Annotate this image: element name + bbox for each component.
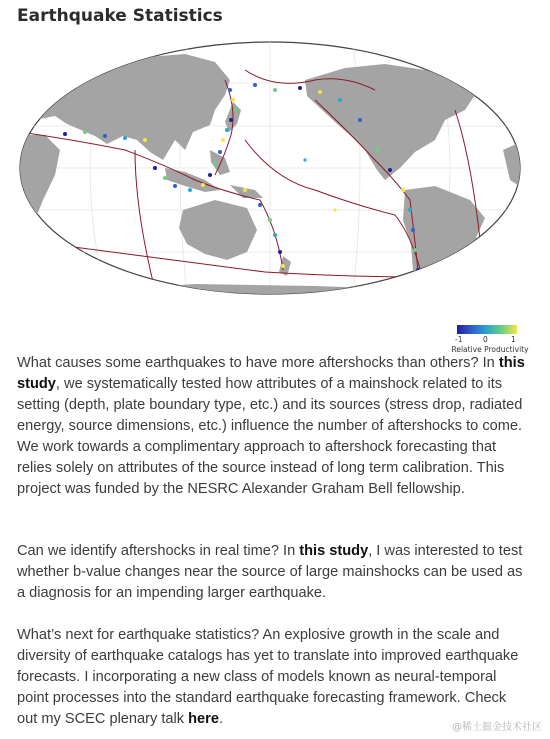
colorbar-tick: 0 xyxy=(483,335,488,344)
world-map-icon xyxy=(15,40,525,330)
colorbar xyxy=(457,325,517,334)
colorbar-label: Relative Productivity xyxy=(451,345,529,354)
watermark: @稀土掘金技术社区 xyxy=(452,722,542,733)
this-study-link[interactable]: this study xyxy=(299,543,369,559)
colorbar-tick: -1 xyxy=(455,335,463,344)
colorbar-tick: 1 xyxy=(511,335,516,344)
paragraph-text: , I was interested to test whether b-value changes near the source of large mainshocks can be used as a diagnosis for an impending larger earthquake. xyxy=(17,543,523,601)
this-study-link[interactable]: this study xyxy=(17,355,525,392)
world-map-figure xyxy=(15,40,529,354)
paragraph-whats-next xyxy=(17,625,527,730)
here-link[interactable]: here xyxy=(188,711,219,727)
paragraph-real-time-aftershocks xyxy=(17,541,527,604)
paragraph-text: . xyxy=(218,711,224,727)
paragraph-text: , we systematically tested how attributes of a mainshock related to its setting (depth, plate boundary type, etc.) and its sources (stress drop, radiated energy, source dimensions, etc.) influence the number of aftershocks to come. We work towards a complimentary approach to aftershock forecasting that relies solely on attributes of the source instead of long term calibration. This project was funded by the NESRC Alexander Graham Bell fellowship. xyxy=(17,376,523,497)
paragraph-text: What’s next for earthquake statistics? An explosive growth in the scale and diversity of earthquake catalogs has yet to translate into improved earthquake forecasts. I incorporating a new class of models known as neural-temporal point processes into the standard earthquake forecasting framework. Check out my SCEC plenary talk xyxy=(17,627,519,727)
page-title: Earthquake Statistics xyxy=(17,6,223,26)
paragraph-text: What causes some earthquakes to have more aftershocks than others? In xyxy=(17,355,499,371)
paragraph-text: Can we identify aftershocks in real time? In xyxy=(17,543,300,559)
paragraph-aftershock-productivity xyxy=(17,353,527,500)
